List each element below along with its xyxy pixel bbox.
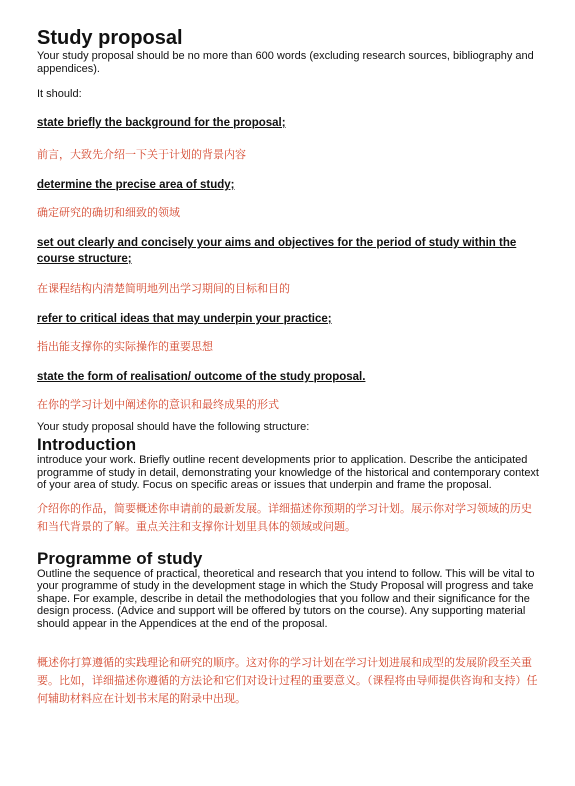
requirement-aims: set out clearly and concisely your aims and objectives for the period of study within the course structure;: [37, 237, 517, 265]
document-page: [37, 26, 539, 708]
section-cn-introduction: 介绍你的作品，简要概述你申请前的最新发展。详细描述你预期的学习计划。展示你对学习领域的历史和当代背景的了解。重点关注和支撑你计划里具体的领域或问题。: [37, 502, 532, 533]
requirement-aims-cn: 在课程结构内清楚简明地列出学习期间的目标和目的: [37, 283, 290, 295]
requirement-background-cn: 前言，大致先介绍一下关于计划的背景内容: [37, 149, 246, 161]
section-title-programme: Programme of study: [37, 548, 203, 568]
requirement-area: determine the precise area of study;: [37, 179, 235, 191]
structure-intro: Your study proposal should have the following structure:: [37, 421, 310, 433]
section-title-introduction: Introduction: [37, 435, 137, 454]
requirement-critical-ideas-cn: 指出能支撑你的实际操作的重要思想: [37, 341, 213, 353]
requirement-background: state briefly the background for the proposal;: [37, 117, 286, 129]
section-body-introduction: introduce your work. Briefly outline recent developments prior to application. Describe the anticipated programme of study in detail, demonstrating your knowledge of the historical and contemporary context of your area of study. Focus on specific areas or issues that underpin and frame the proposal.: [37, 454, 539, 491]
section-cn-programme: 概述你打算遵循的实践理论和研究的顺序。这对你的学习计划在学习计划进展和成型的发展阶段至关重要。比如，详细描述你遵循的方法论和它们对设计过程的重要意义。（课程将由导师提供咨询和支持）任何辅助材料应在计划书末尾的附录中出现。: [37, 657, 538, 705]
intro-text: Your study proposal should be no more than 600 words (excluding research sources, bibliography and appendices).: [37, 50, 534, 75]
requirement-outcome: state the form of realisation/ outcome of the study proposal.: [37, 371, 366, 383]
requirement-area-cn: 确定研究的确切和细致的领域: [37, 207, 180, 219]
requirement-critical-ideas: refer to critical ideas that may underpin your practice;: [37, 313, 332, 325]
page-title: Study proposal: [37, 27, 183, 49]
requirement-outcome-cn: 在你的学习计划中阐述你的意识和最终成果的形式: [37, 399, 279, 411]
it-should-label: It should:: [37, 88, 82, 100]
section-body-programme: Outline the sequence of practical, theoretical and research that you intend to follow. This will be vital to your programme of study in the development stage in which the Study Proposal will progress and take shape. For example, describe in detail the methodologies that you follow and their significance for the design process. (Advice and support will be offered by tutors on the course). Any supporting material should appear in the Appendices at the end of the proposal.: [37, 567, 535, 630]
